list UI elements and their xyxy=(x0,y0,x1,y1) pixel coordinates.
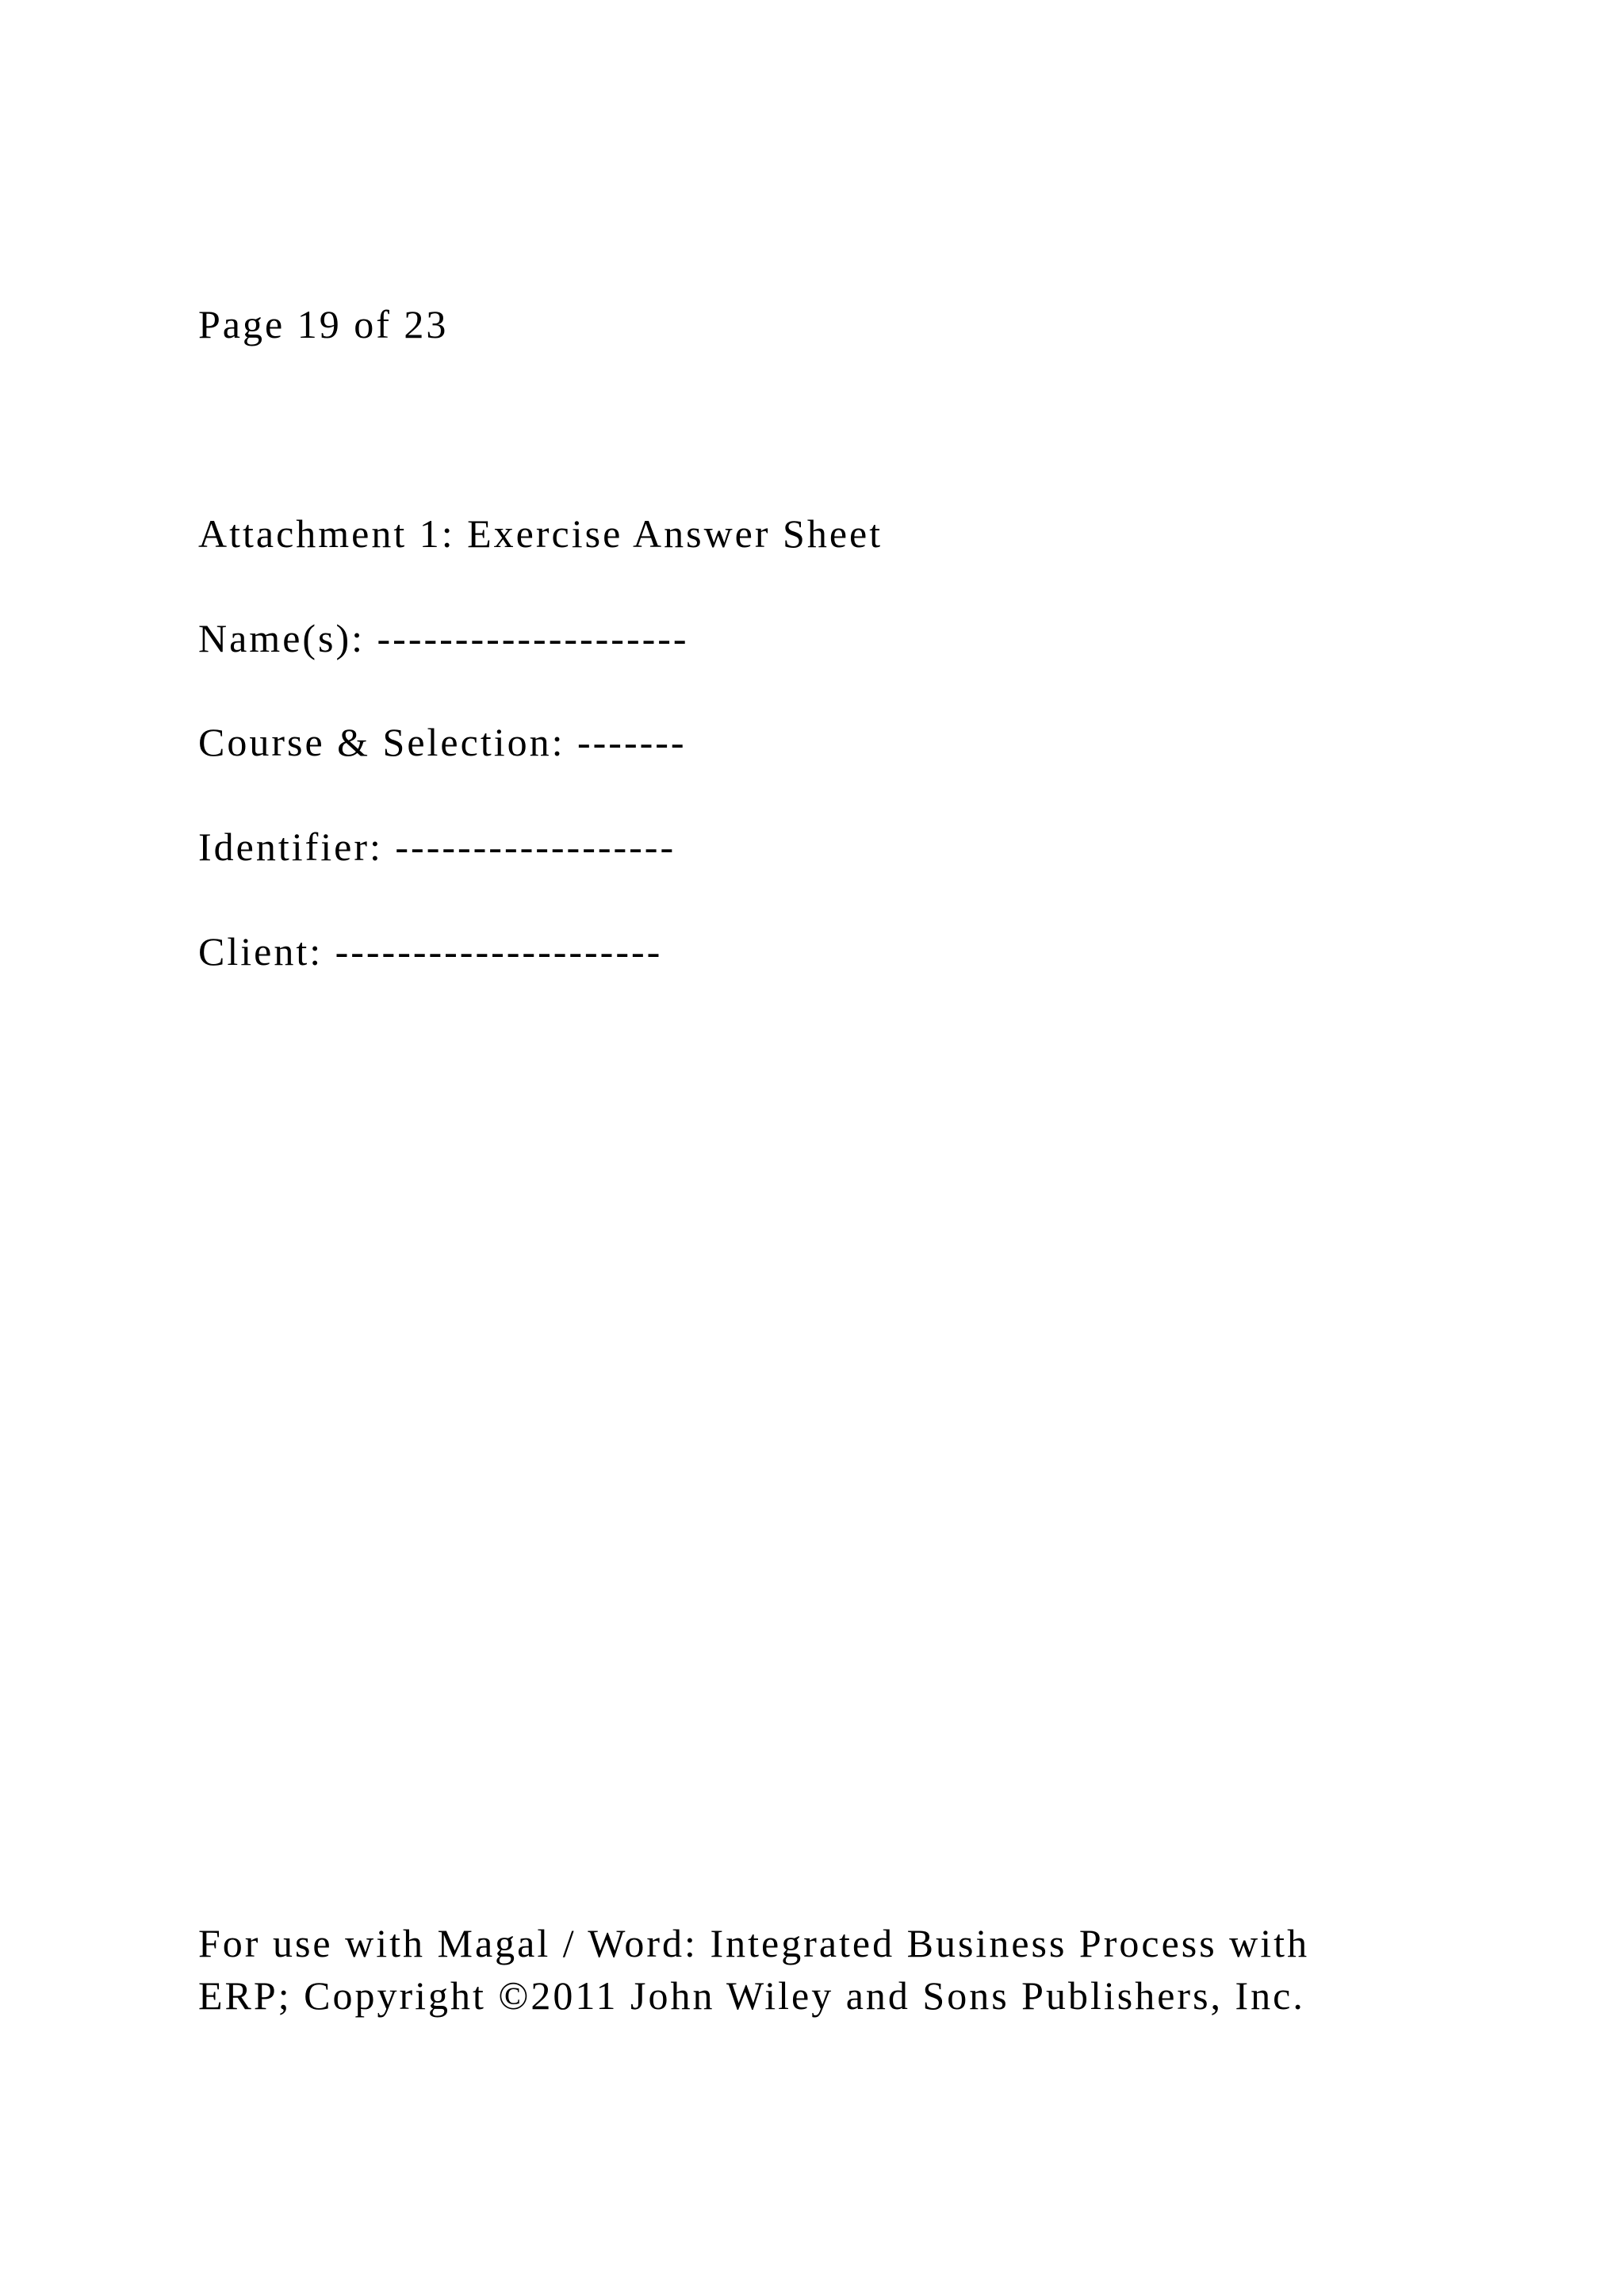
identifier-field: Identifier: ------------------ xyxy=(198,825,676,869)
footer-line-2: ERP; Copyright ©2011 John Wiley and Sons Publishers, Inc. xyxy=(198,1973,1305,2018)
footer-line-1: For use with Magal / Word: Integrated Business Process with xyxy=(198,1921,1310,1965)
course-selection-field: Course & Selection: ------- xyxy=(198,720,687,764)
page-number: Page 19 of 23 xyxy=(198,302,449,346)
copyright-footer xyxy=(198,1917,1309,2022)
page-title: Attachment 1: Exercise Answer Sheet xyxy=(198,511,883,556)
client-field: Client: --------------------- xyxy=(198,929,663,974)
names-field: Name(s): -------------------- xyxy=(198,616,689,660)
